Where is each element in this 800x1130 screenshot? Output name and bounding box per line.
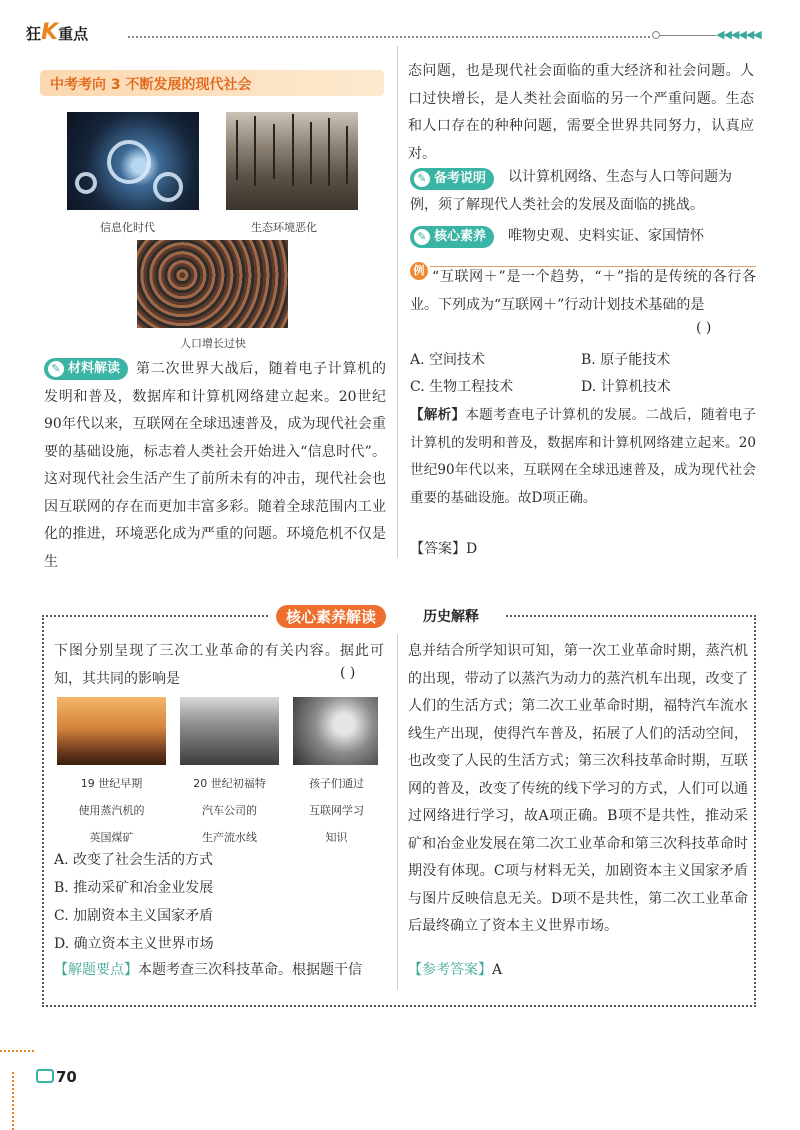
material-text: 第二次世界大战后，随着电子计算机的发明和普及，数据库和计算机网络建立起来。20世纪90年代以来，互联网在全球迅速普及，成为现代社会重要的基础设施，标志着人类社会开始进入“信息时代”。这对现代社会生活产生了前所未有的冲击，现代社会也因互联网的存在而更加丰富多彩。随着全球范围内工业化的推进，环境恶化成为严重的问题。环境危机不仅是生: [44, 361, 386, 570]
core-literacy-tag: ✎ 核心素养: [410, 226, 494, 248]
caption-steam-coal-mine: 19 世纪早期 使用蒸汽机的 英国煤矿: [78, 777, 145, 844]
footer-dotted-vertical: [12, 1072, 14, 1130]
photo-information-age: [67, 112, 199, 210]
brand-logo: 狂K重点: [26, 20, 89, 45]
section-title: 中考考向 3 不断发展的现代社会: [50, 77, 252, 93]
page-icon: [36, 1069, 54, 1083]
caption-children-internet: 孩子们通过 互联网学习 知识: [309, 777, 364, 844]
page-number: 70: [36, 1068, 77, 1086]
material-tag: ✎ 材料解读: [44, 358, 128, 380]
option-d: D. 计算机技术: [581, 379, 671, 395]
box-answer-blank: ( ): [340, 665, 356, 681]
option-c: C. 生物工程技术: [410, 379, 514, 395]
example-badge-icon: 例: [410, 262, 428, 280]
photo-children-internet: [293, 697, 378, 765]
header-dotted-rule: [128, 36, 650, 38]
material-text-continued: 态问题，也是现代社会面临的重大经济和社会问题。人口过快增长，是人类社会面临的另一个严重问题。生态和人口存在的种种问题，需要全世界共同努力，认真应对。: [408, 63, 754, 162]
solution-tip: 【解题要点】本题考查三次科技革命。根据题干信: [54, 962, 362, 978]
option-a: A. 空间技术: [410, 352, 486, 368]
leaf-icon: ✎: [48, 361, 64, 377]
header-arrows-icon: ◀◀◀◀◀◀: [716, 28, 761, 41]
answer-text: 【答案】D: [410, 541, 478, 557]
answer-blank: ( ): [696, 320, 712, 336]
exam-note-tag: ✎ 备考说明: [410, 168, 494, 190]
box-reference-answer: 【参考答案】A: [408, 962, 503, 978]
box-option-d: D. 确立资本主义世界市场: [54, 936, 214, 952]
option-b: B. 原子能技术: [581, 352, 671, 368]
caption-ecological-degradation: 生态环境恶化: [251, 221, 317, 234]
box-title: 核心素养解读: [276, 605, 386, 628]
leaf-icon: ✎: [414, 171, 430, 187]
column-divider: [397, 46, 398, 558]
photo-steam-coal-mine: [57, 697, 166, 765]
box-column-divider: [397, 634, 398, 990]
exam-note-text-2: 例，须了解现代人类社会的发展及面临的挑战。: [410, 197, 704, 213]
leaf-icon: ✎: [414, 229, 430, 245]
caption-ford-assembly-line: 20 世纪初福特 汽车公司的 生产流水线: [193, 777, 266, 844]
exam-note-text: 以计算机网络、生态与人口等问题为: [508, 169, 732, 185]
photo-population-growth: [137, 240, 288, 328]
caption-population-growth: 人口增长过快: [180, 337, 246, 350]
header-circle-marker: [652, 31, 660, 39]
box-subtitle: 历史解释: [423, 609, 479, 625]
footer-dotted-rule: [0, 1050, 34, 1052]
box-option-a: A. 改变了社会生活的方式: [54, 852, 214, 868]
box-explanation: 息并结合所学知识可知，第一次工业革命时期，蒸汽机的出现，带动了以蒸汽为动力的蒸汽机车出现，改变了人们的生活方式；第二次工业革命时期，福特汽车流水线生产出现，使得汽车普及，拓展了人们的活动空间，也改变了人民的生活方式；第三次科技革命时期，互联网的普及，改变了传统的线下学习的方式，人们可以通过网络进行学习，故A项正确。B项不是共性，推动采矿和冶金业发展在第二次工业革命和第三次科技革命时期没有体现。C项与材料无关，加剧资本主义国家矛盾与图片反映信息无关。D项不是共性，第二次工业革命后最终确立了资本主义世界市场。: [408, 643, 748, 934]
photo-ford-assembly-line: [180, 697, 279, 765]
caption-information-age: 信息化时代: [100, 221, 155, 234]
header-rule: [660, 35, 716, 36]
photo-ecological-degradation: [226, 112, 358, 210]
core-literacy-text: 唯物史观、史料实证、家国情怀: [508, 228, 704, 244]
box-question: 下图分别呈现了三次工业革命的有关内容。据此可知，其共同的影响是: [54, 643, 384, 687]
example-question: “互联网＋”是一个趋势，“＋”指的是传统的各行各业。下列成为“互联网＋”行动计划技术基础的是: [410, 269, 756, 313]
box-option-c: C. 加剧资本主义国家矛盾: [54, 908, 214, 924]
analysis-text: 【解析】本题考查电子计算机的发展。二战后，随着电子计算机的发明和普及，数据库和计算机网络建立起来。20世纪90年代以来，互联网在全球迅速普及，成为现代社会重要的基础设施。故D项正确。: [410, 407, 757, 506]
box-option-b: B. 推动采矿和冶金业发展: [54, 880, 214, 896]
